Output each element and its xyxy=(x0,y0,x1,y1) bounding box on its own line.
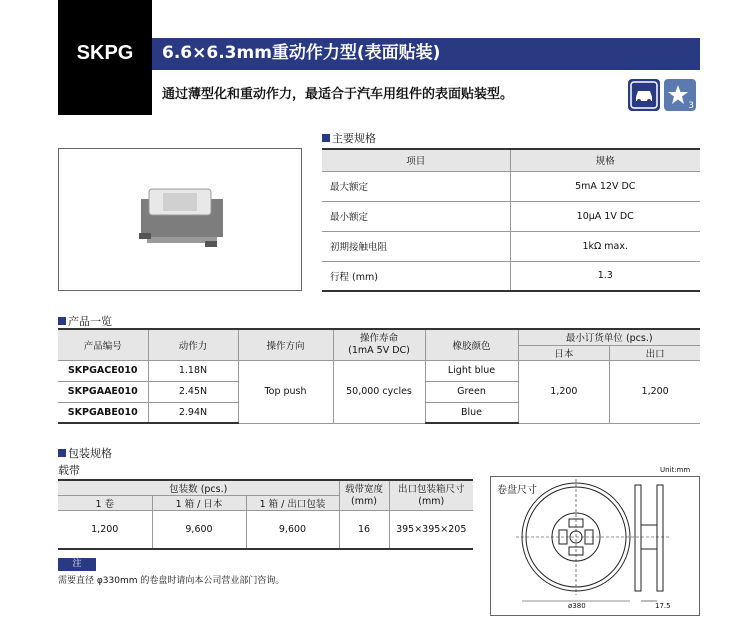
packing-section-title: 包装规格 xyxy=(58,445,112,461)
col-box-jp: 1 箱 / 日本 xyxy=(152,496,246,511)
note-tag: 注 xyxy=(58,558,96,571)
product-force: 2.45N xyxy=(148,381,238,402)
col-box-export: 1 箱 / 出口包装 xyxy=(246,496,339,511)
spec-value: 10μA 1V DC xyxy=(510,201,700,231)
product-color: Blue xyxy=(425,402,518,423)
dim-width: 17.5 xyxy=(655,602,671,610)
packing-value: 9,600 xyxy=(152,511,246,549)
packing-subtitle: 载带 xyxy=(58,464,80,477)
spec-value: 5mA 12V DC xyxy=(510,171,700,201)
spec-table xyxy=(322,148,700,292)
product-moq-jp: 1,200 xyxy=(518,360,610,423)
product-code: SKPGABE010 xyxy=(58,402,148,423)
product-direction: Top push xyxy=(238,360,333,423)
col-code: 产品编号 xyxy=(58,329,148,360)
spec-label: 最大额定 xyxy=(322,171,510,201)
packing-value: 16 xyxy=(339,511,389,549)
spec-value: 1kΩ max. xyxy=(510,231,700,261)
spec-label: 最小额定 xyxy=(322,201,510,231)
product-photo xyxy=(58,148,302,291)
col-moq: 最小订货单位 (pcs.) xyxy=(518,329,700,345)
products-table xyxy=(58,328,700,424)
products-section-title: 产品一览 xyxy=(58,313,112,329)
packing-value: 1,200 xyxy=(58,511,152,549)
spec-header-value: 规格 xyxy=(510,149,700,171)
packing-value: 395×395×205 xyxy=(389,511,473,549)
unit-label: Unit:mm xyxy=(660,466,691,474)
product-force: 1.18N xyxy=(148,360,238,381)
packing-value: 9,600 xyxy=(246,511,339,549)
col-qty: 包装数 (pcs.) xyxy=(58,480,339,496)
reel-label: 卷盘尺寸 xyxy=(497,485,537,496)
product-moq-export: 1,200 xyxy=(610,360,700,423)
subtitle: 通过薄型化和重动作力，最适合于汽车用组件的表面贴装型。 xyxy=(162,87,514,102)
car-icon xyxy=(628,79,660,111)
star-number: 3 xyxy=(688,101,694,111)
spec-value: 1.3 xyxy=(510,261,700,291)
spec-label: 行程 (mm) xyxy=(322,261,510,291)
spec-label: 初期接触电阻 xyxy=(322,231,510,261)
dim-diameter: ø380 xyxy=(568,602,586,610)
product-life: 50,000 cycles xyxy=(333,360,425,423)
page-title: 6.6×6.3mm重动作力型(表面贴装) xyxy=(152,38,700,68)
product-color: Light blue xyxy=(425,360,518,381)
title-underline xyxy=(152,68,700,70)
product-code: SKPGAAE010 xyxy=(58,381,148,402)
col-moq-jp: 日本 xyxy=(518,345,610,360)
reel-diagram xyxy=(490,476,700,616)
series-code: SKPG xyxy=(76,42,134,64)
col-color: 橡胶颜色 xyxy=(425,329,518,360)
col-direction: 操作方向 xyxy=(238,329,333,360)
product-force: 2.94N xyxy=(148,402,238,423)
col-life: 操作寿命 (1mA 5V DC) xyxy=(333,329,425,360)
spec-header-item: 项目 xyxy=(322,149,510,171)
col-outer-box: 出口包装箱尺寸 (mm) xyxy=(389,480,473,511)
product-code: SKPGACE010 xyxy=(58,360,148,381)
product-color: Green xyxy=(425,381,518,402)
col-force: 动作力 xyxy=(148,329,238,360)
packing-table xyxy=(58,479,473,550)
note-text: 需要直径 φ330mm 的卷盘时请向本公司营业部门咨询。 xyxy=(58,576,285,586)
col-moq-export: 出口 xyxy=(610,345,700,360)
col-tape-width: 载带宽度 (mm) xyxy=(339,480,389,511)
col-reel: 1 卷 xyxy=(58,496,152,511)
spec-section-title: 主要规格 xyxy=(322,130,376,146)
star-3-icon xyxy=(664,79,696,111)
